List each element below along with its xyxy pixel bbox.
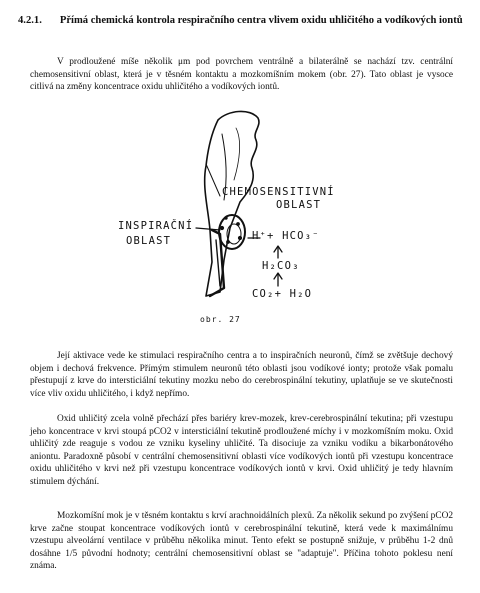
section-heading <box>18 13 463 29</box>
paragraph-4: Mozkomíšní mok je v těsném kontaktu s krví arachnoidálních plexů. Za několik sekund po zvýšení pCO2 krve začne stoupat koncentrace vodíkových iontů v cerebrospinální tekutině, která vede k maximálnímu vzestupu alveolární ventilace v průběhu několika minut. Tento efekt se postupně snižuje, v průběhu 1-2 dnů dosáhne 1/5 původní hodnoty; centrální chemosensitivní oblast se "adaptuje". Příčina tohoto poklesu není známa. <box>30 511 453 571</box>
equation-h-hco3: H⁺+ HCO₃⁻ <box>252 230 320 242</box>
paragraph-3: Oxid uhličitý zcela volně přechází přes bariéry krev-mozek, krev-cerebrospinální tekutina; při vzestupu jeho koncentrace v krvi stoupá pCO2 v intersticiální tekutině prodloužené míchy i v mozkomíšním moku. Oxid uhličitý zde reaguje s vodou ze vzniku kyseliny uhličité. Ta disociuje za vzniku vodíku a bikarbonátového aniontu. Paradoxně působí v centrální chemosensitivní oblasti více vodíkových iontů při vzestupu koncentrace oxidu uhličitého v krvi než při vzestupu koncentrace vodíkových iontů v krvi. Oxid uhličitý je tedy hlavním stimulem dýchání. <box>30 414 453 487</box>
section-number: 4.2.1. <box>18 15 42 26</box>
section-title: Přímá chemická kontrola respiračního centra vlivem oxidu uhličitého a vodíkových iontů <box>59 15 463 26</box>
figure-caption: obr. 27 <box>200 315 241 324</box>
paragraph-2: Její aktivace vede ke stimulaci respiračního centra a to inspiračních neuronů, čímž se zvětšuje dechový objem i dechová frekvence. Přímým stimulem neuronů této oblasti jsou vodíkové ionty; protože však pomalu přestupují z krve do intersticiální tekutiny mozku nebo do cerebrospinální tekutiny, uplatňuje se ve skutečnosti více vliv oxidu uhličitého, i když nepřímo. <box>30 351 453 399</box>
equation-co2-h2o: CO₂+ H₂O <box>252 288 313 300</box>
paragraph-1: V prodloužené míše několik μm pod povrchem ventrálně a bilaterálně se nachází tzv. centrální chemosensitivní oblast, která je v těsném kontaktu a mozkomíšním mokem (obr. 27). Tato oblast je vysoce citlivá na změny koncentrace oxidu uhličitého a vodíkových iontů. <box>30 57 453 92</box>
equation-h2co3: H₂CO₃ <box>262 260 300 272</box>
inspiratory-label-line1: INSPIRAČNÍ <box>118 220 194 232</box>
chemosensitive-label-line1: CHEMOSENSITIVNÍ <box>222 186 335 198</box>
inspiratory-label-line2: OBLAST <box>126 235 172 247</box>
chemosensitive-label-line2: OBLAST <box>276 199 322 211</box>
figure-27 <box>100 110 370 335</box>
